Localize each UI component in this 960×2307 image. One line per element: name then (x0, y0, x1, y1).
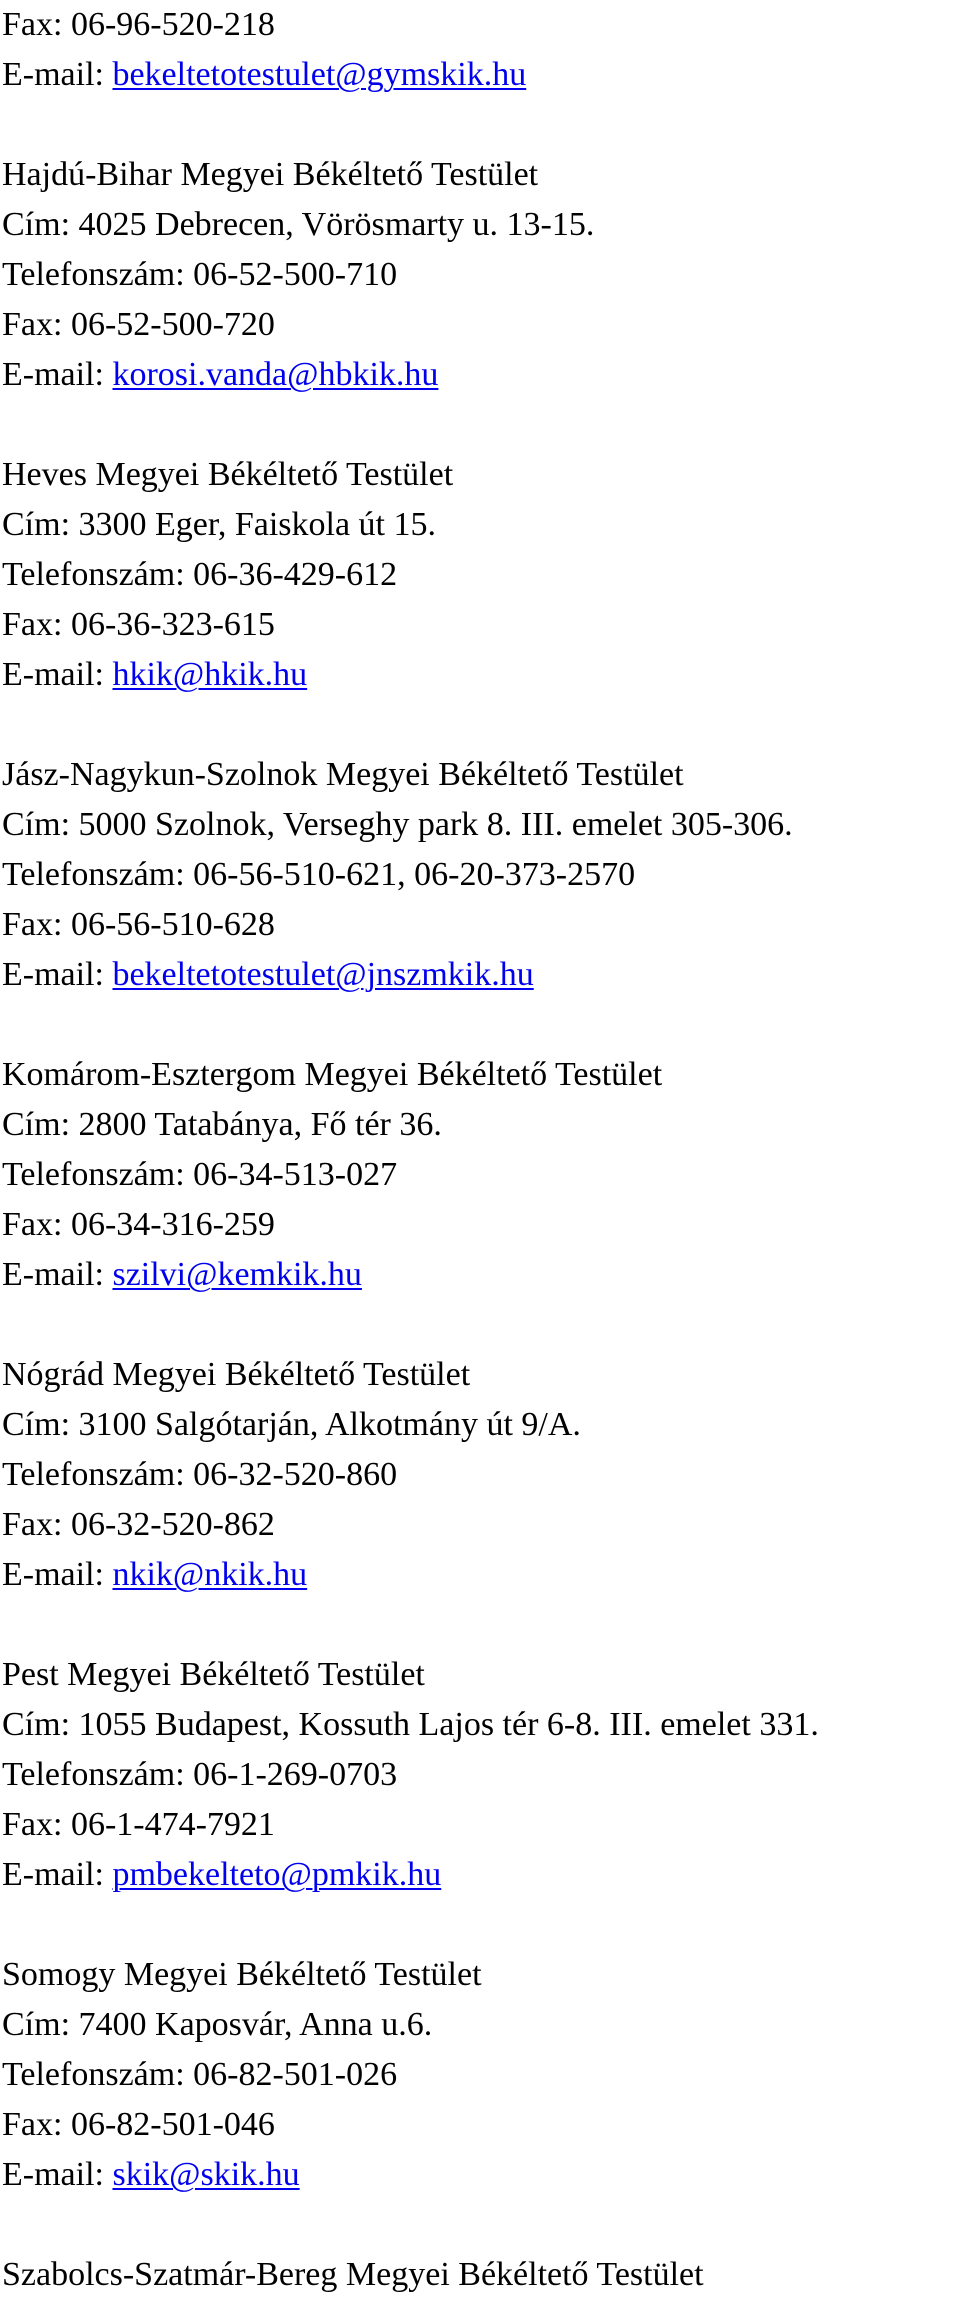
board-name: Hajdú-Bihar Megyei Békéltető Testület (2, 156, 539, 193)
email-label: E-mail: (2, 1856, 113, 1893)
email-link[interactable]: korosi.vanda@hbkik.hu (112, 356, 439, 393)
spacer (2, 100, 952, 150)
spacer (2, 1900, 952, 1950)
board-name: Pest Megyei Békéltető Testület (2, 1656, 425, 1693)
contact-block-partial-top (2, 0, 952, 100)
address-line: Cím: 1055 Budapest, Kossuth Lajos tér 6-8. III. emelet 331. (2, 1706, 819, 1743)
board-name: Somogy Megyei Békéltető Testület (2, 1956, 482, 1993)
contact-block (2, 150, 952, 400)
phone-line: Telefonszám: 06-32-520-860 (2, 1456, 398, 1493)
address-line: Cím: 5000 Szolnok, Verseghy park 8. III. emelet 305-306. (2, 806, 793, 843)
contact-block (2, 1350, 952, 1600)
spacer (2, 1600, 952, 1650)
fax-line: Fax: 06-34-316-259 (2, 1206, 275, 1243)
contact-block (2, 450, 952, 700)
email-line (2, 1550, 952, 1600)
email-label: E-mail: (2, 656, 113, 693)
email-link[interactable]: pmbekelteto@pmkik.hu (112, 1856, 442, 1893)
address-line: Cím: 4025 Debrecen, Vörösmarty u. 13-15. (2, 206, 595, 243)
contact-block-partial-bottom (2, 2250, 952, 2300)
email-line (2, 1850, 952, 1900)
address-line: Cím: 2800 Tatabánya, Fő tér 36. (2, 1106, 442, 1143)
spacer (2, 1000, 952, 1050)
fax-line: Fax: 06-82-501-046 (2, 2106, 275, 2143)
phone-line: Telefonszám: 06-34-513-027 (2, 1156, 398, 1193)
phone-line: Telefonszám: 06-36-429-612 (2, 556, 398, 593)
address-line: Cím: 3100 Salgótarján, Alkotmány út 9/A. (2, 1406, 581, 1443)
document-page (2, 0, 952, 2300)
spacer (2, 700, 952, 750)
contact-block (2, 1650, 952, 1900)
email-link[interactable]: szilvi@kemkik.hu (112, 1256, 362, 1293)
phone-line: Telefonszám: 06-82-501-026 (2, 2056, 398, 2093)
fax-line: Fax: 06-52-500-720 (2, 306, 275, 343)
phone-line: Telefonszám: 06-56-510-621, 06-20-373-2570 (2, 856, 636, 893)
email-link[interactable]: nkik@nkik.hu (112, 1556, 308, 1593)
email-label: E-mail: (2, 1556, 113, 1593)
address-line: Cím: 3300 Eger, Faiskola út 15. (2, 506, 436, 543)
contact-block (2, 1950, 952, 2200)
email-label: E-mail: (2, 356, 113, 393)
email-label: E-mail: (2, 1256, 113, 1293)
fax-line: Fax: 06-96-520-218 (2, 6, 275, 43)
email-label: E-mail: (2, 2156, 113, 2193)
phone-line: Telefonszám: 06-52-500-710 (2, 256, 398, 293)
board-name: Komárom-Esztergom Megyei Békéltető Testület (2, 1056, 663, 1093)
board-name: Heves Megyei Békéltető Testület (2, 456, 454, 493)
email-label: E-mail: (2, 956, 113, 993)
email-link[interactable]: bekeltetotestulet@gymskik.hu (112, 56, 527, 93)
email-line (2, 350, 952, 400)
email-link[interactable]: bekeltetotestulet@jnszmkik.hu (112, 956, 534, 993)
board-name: Nógrád Megyei Békéltető Testület (2, 1356, 471, 1393)
contact-block (2, 1050, 952, 1300)
spacer (2, 400, 952, 450)
address-line: Cím: 7400 Kaposvár, Anna u.6. (2, 2006, 433, 2043)
fax-line: Fax: 06-1-474-7921 (2, 1806, 275, 1843)
email-link[interactable]: hkik@hkik.hu (112, 656, 308, 693)
phone-line: Telefonszám: 06-1-269-0703 (2, 1756, 398, 1793)
fax-line: Fax: 06-32-520-862 (2, 1506, 275, 1543)
email-line (2, 2150, 952, 2200)
fax-line: Fax: 06-56-510-628 (2, 906, 275, 943)
board-name: Jász-Nagykun-Szolnok Megyei Békéltető Testület (2, 756, 684, 793)
email-line (2, 950, 952, 1000)
contact-block (2, 750, 952, 1000)
email-label: E-mail: (2, 56, 113, 93)
fax-line: Fax: 06-36-323-615 (2, 606, 275, 643)
spacer (2, 2200, 952, 2250)
board-name: Szabolcs-Szatmár-Bereg Megyei Békéltető Testület (2, 2256, 704, 2293)
email-line (2, 1250, 952, 1300)
email-line (2, 50, 952, 100)
spacer (2, 1300, 952, 1350)
email-link[interactable]: skik@skik.hu (112, 2156, 300, 2193)
email-line (2, 650, 952, 700)
